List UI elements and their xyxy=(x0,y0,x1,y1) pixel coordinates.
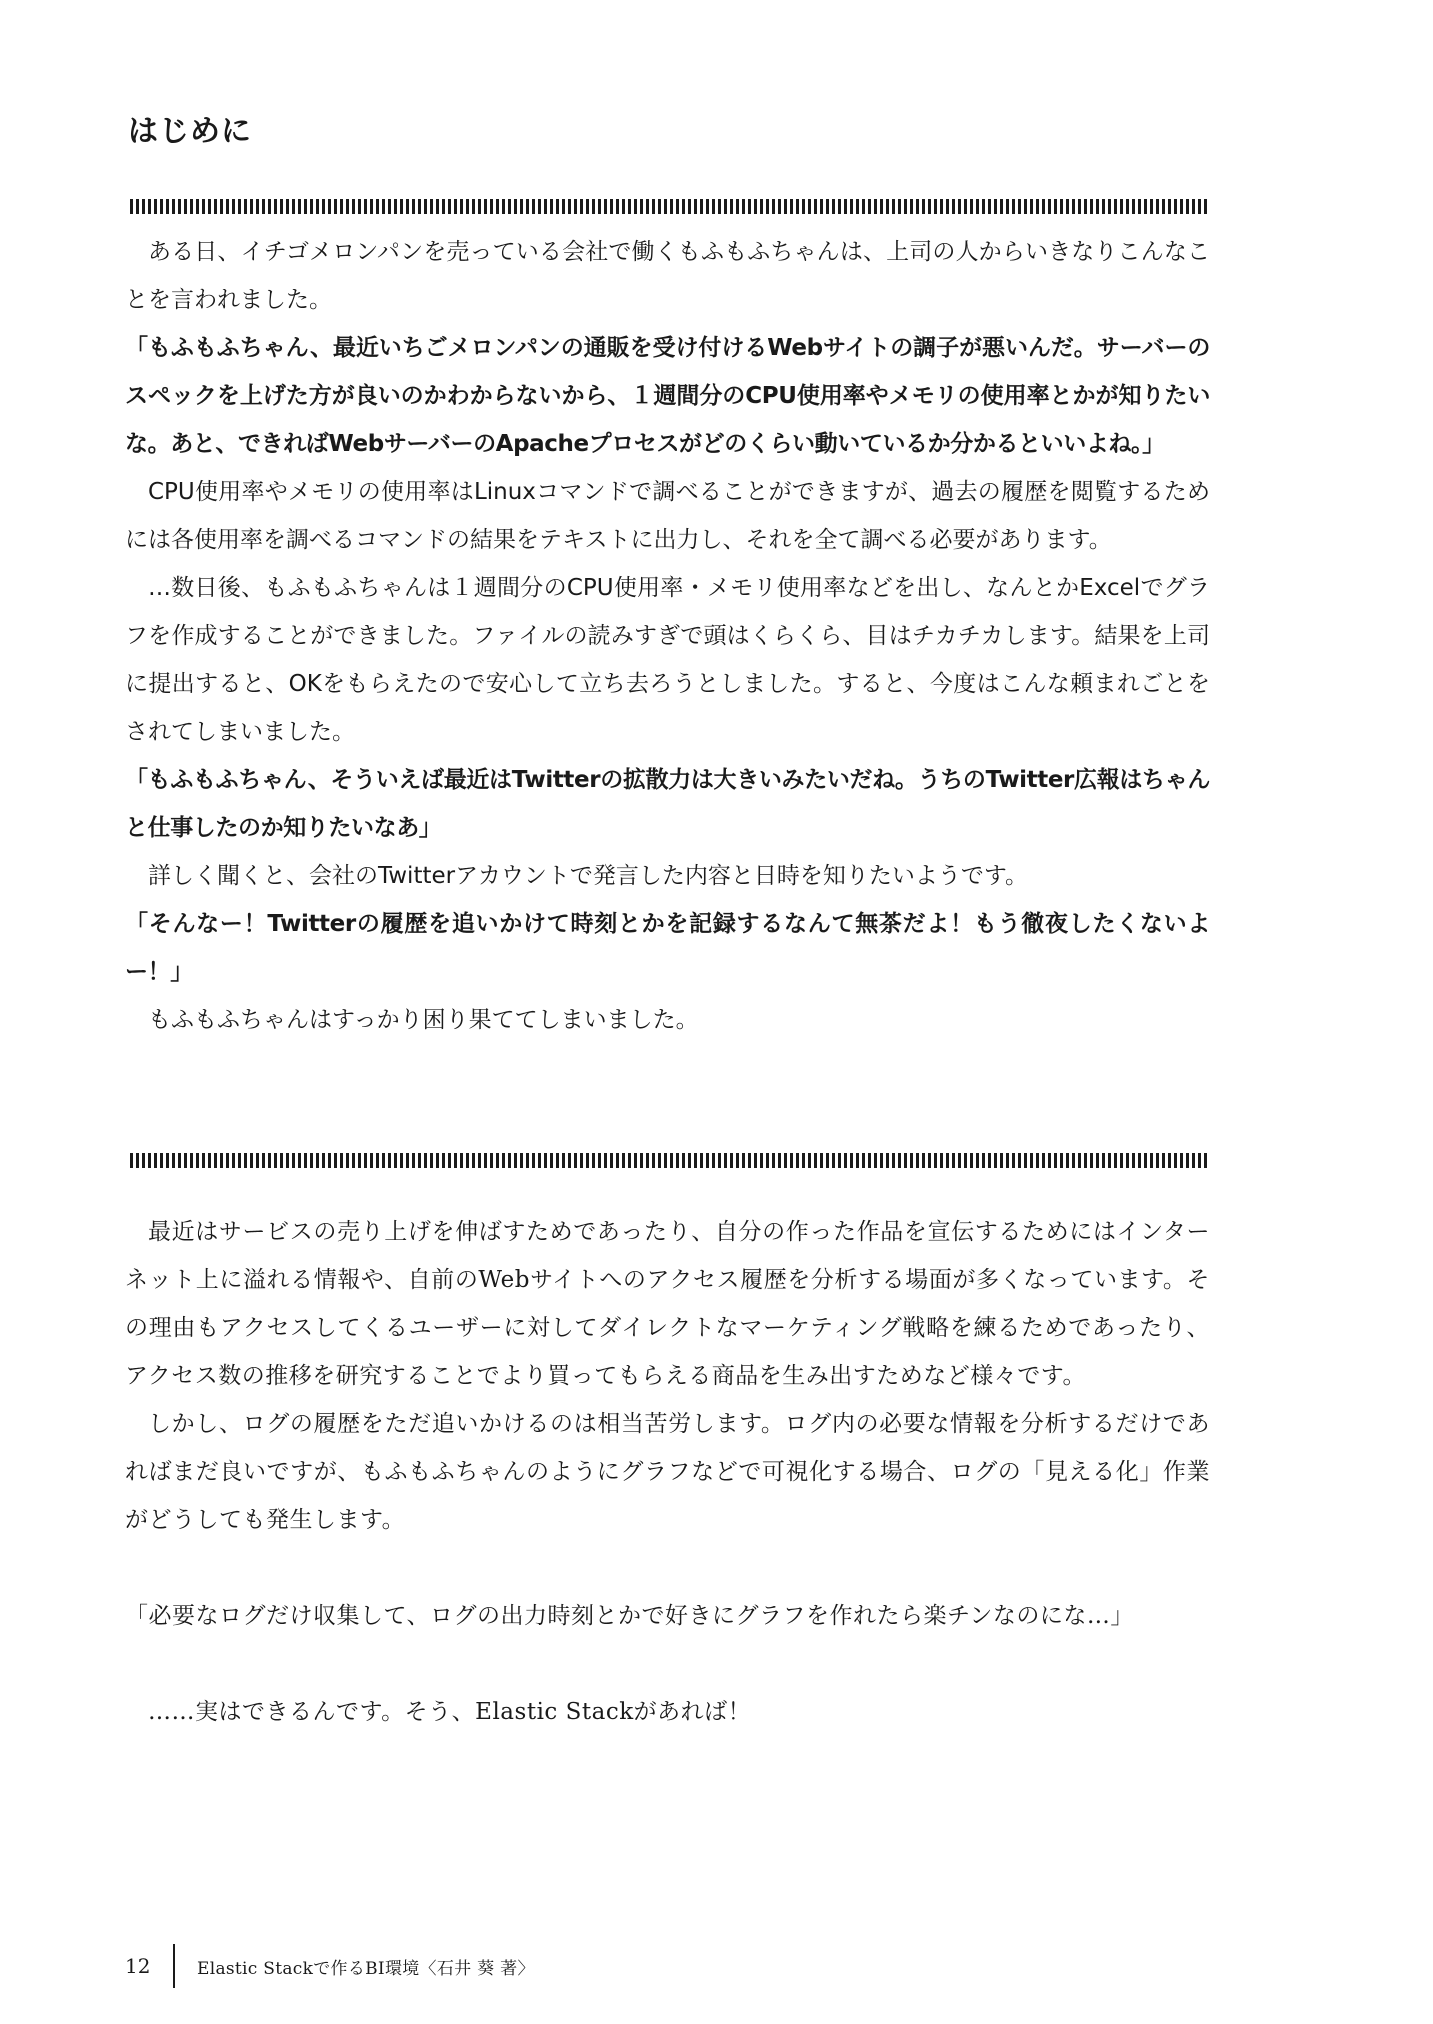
body-quote: 「必要なログだけ収集して、ログの出力時刻とかで好きにグラフを作れたら楽チンなのにな…」 xyxy=(125,1603,1134,1629)
body-paragraph: 最近はサービスの売り上げを伸ばすためであったり、自分の作った作品を宣伝するためにはインターネット上に溢れる情報や、自前のWebサイトへのアクセス履歴を分析する場面が多くなっています。その理由もアクセスしてくるユーザーに対してダイレクトなマーケティング戦略を練るためであったり、アクセス数の推移を研究することでより買ってもらえる商品を生み出すためなど様々です。 xyxy=(125,1219,1210,1389)
story-quote: 「そんなー！Twitterの履歴を追いかけて時刻とかを記録するなんて無茶だよ！もう徹夜したくないよー！」 xyxy=(125,911,1210,985)
chapter-heading: はじめに xyxy=(128,114,252,149)
story-narration: ある日、イチゴメロンパンを売っている会社で働くもふもふちゃんは、上司の人からいきなりこんなことを言われました。 xyxy=(125,239,1210,313)
story-quote: 「もふもふちゃん、そういえば最近はTwitterの拡散力は大きいみたいだね。うちのTwitter広報はちゃんと仕事したのか知りたいなあ」 xyxy=(125,767,1210,841)
story-quote: 「もふもふちゃん、最近いちごメロンパンの通販を受け付けるWebサイトの調子が悪いんだ。サーバーのスペックを上げた方が良いのかわからないから、１週間分のCPU使用率やメモリの使用率とかが知りたいな。あと、できればWebサーバーのApacheプロセスがどのくらい動いているか分かるといいよね。」 xyxy=(125,335,1210,457)
body-paragraph: しかし、ログの履歴をただ追いかけるのは相当苦労します。ログ内の必要な情報を分析するだけであればまだ良いですが、もふもふちゃんのようにグラフなどで可視化する場合、ログの「見える化」作業がどうしても発生します。 xyxy=(125,1411,1210,1533)
paragraph-spacer xyxy=(125,1544,1210,1592)
story-narration: 詳しく聞くと、会社のTwitterアカウントで発言した内容と日時を知りたいようです。 xyxy=(148,863,1029,889)
page-footer xyxy=(125,1946,535,1986)
story-narration: …数日後、もふもふちゃんは１週間分のCPU使用率・メモリ使用率などを出し、なんとかExcelでグラフを作成することができました。ファイルの読みすぎで頭はくらくら、目はチカチカします。結果を上司に提出すると、OKをもらえたので安心して立ち去ろうとしました。すると、今度はこんな頼まれごとをされてしまいました。 xyxy=(125,575,1210,745)
body-text xyxy=(125,1208,1210,1736)
story-box xyxy=(125,228,1210,1044)
book-title: Elastic Stackで作るBI環境〈石井 葵 著〉 xyxy=(197,1958,535,1979)
paragraph-spacer xyxy=(125,1640,1210,1688)
footer-divider xyxy=(173,1944,175,1988)
page-number: 12 xyxy=(125,1954,151,1978)
story-divider-top xyxy=(130,199,1208,214)
story-narration: もふもふちゃんはすっかり困り果ててしまいました。 xyxy=(148,1007,699,1033)
story-narration: CPU使用率やメモリの使用率はLinuxコマンドで調べることができますが、過去の履歴を閲覧するためには各使用率を調べるコマンドの結果をテキストに出力し、それを全て調べる必要があります。 xyxy=(125,479,1210,553)
body-paragraph: ……実はできるんです。そう、Elastic Stackがあれば！ xyxy=(148,1699,752,1725)
story-divider-bottom xyxy=(130,1153,1208,1168)
